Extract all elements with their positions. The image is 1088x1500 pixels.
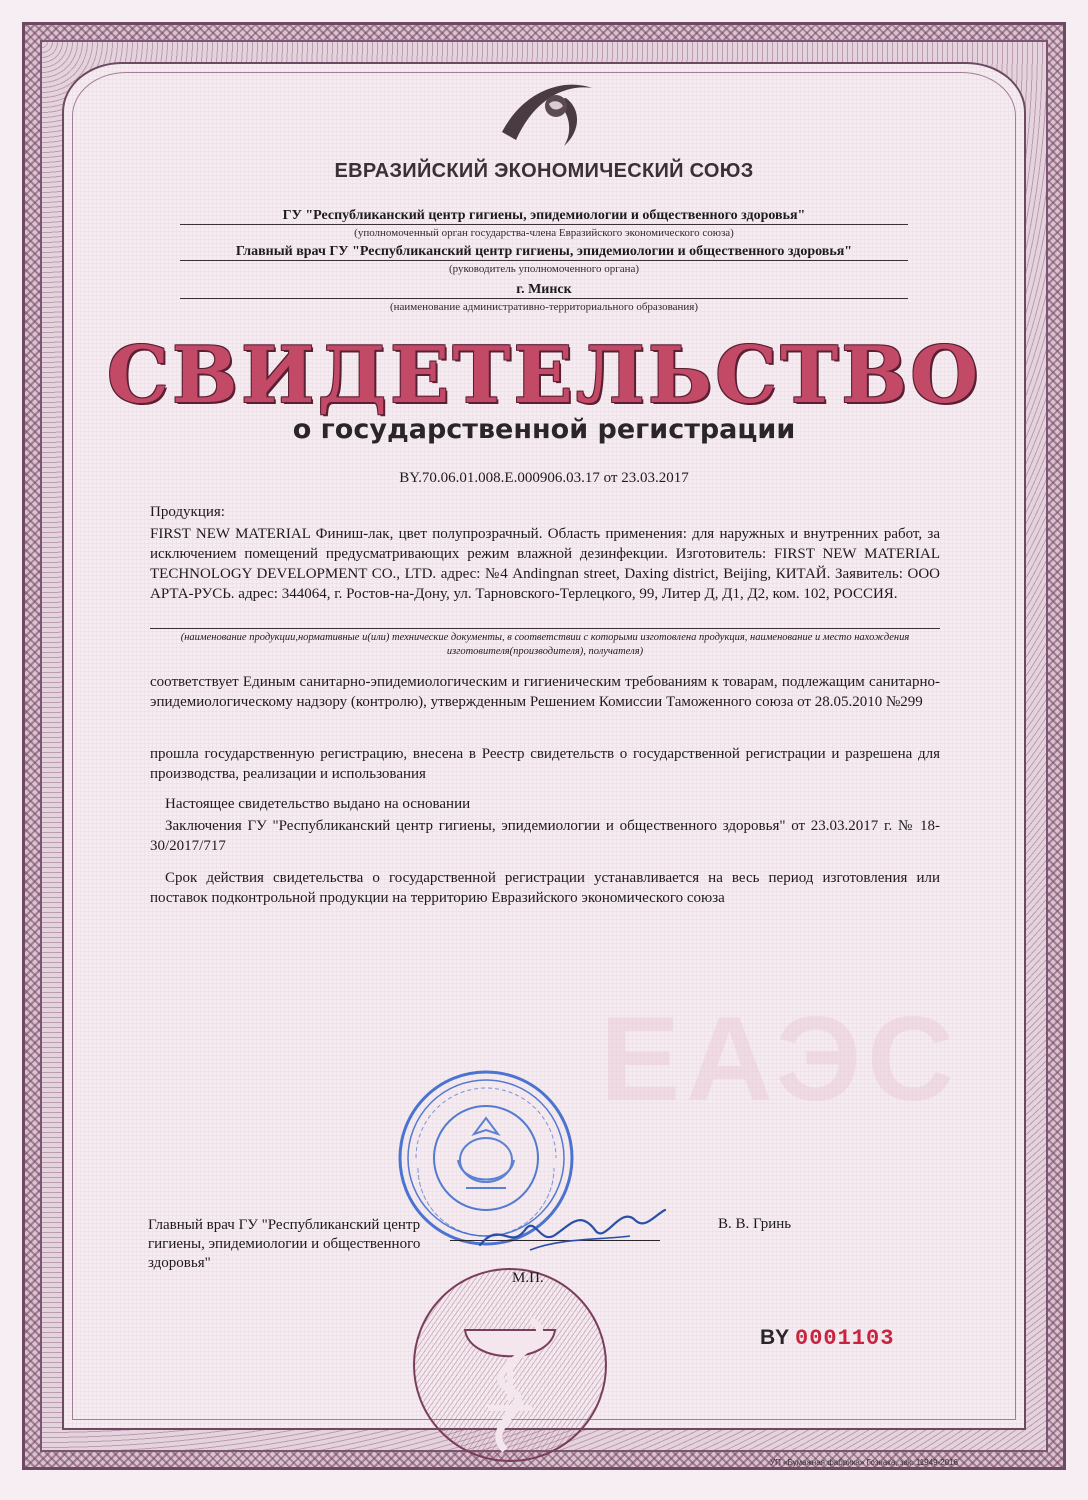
authority-caption: (уполномоченный орган государства-члена Евразийского экономического союза) xyxy=(354,227,734,239)
registration-statement: прошла государственную регистрацию, внесена в Реестр свидетельств о государственной регистрации и разрешена для производства, реализации и использования xyxy=(150,746,940,782)
head-caption: (руководитель уполномоченного органа) xyxy=(448,263,640,275)
validity-statement: Срок действия свидетельства о государственной регистрации устанавливается на весь период изготовления или поставок подконтрольной продукции на территорию Евразийского экономического союза xyxy=(150,870,940,906)
signatory-name: В. В. Гринь xyxy=(718,1216,792,1232)
authority-field: ГУ "Республиканский центр гигиены, эпидемиологии и общественного здоровья" xyxy=(180,208,908,225)
city-field: г. Минск xyxy=(180,282,908,299)
product-caption: (наименование продукции,нормативные и(или) технические документы, в соответствии с которыми изготовлена продукция, наименование и место нахождения изготовителя(производителя), получателя) xyxy=(150,628,940,659)
basis-intro: Настоящее свидетельство выдано на основании xyxy=(165,796,471,812)
product-description: FIRST NEW MATERIAL Финиш-лак, цвет полупрозрачный. Область применения: для наружных и внутренних работ, за исключением помещений предусматривающих режим влажной дезинфекции. Изготовитель: FIRST NEW MATERIAL TECHNOLOGY DEVELOPMENT CO., LTD. адрес: №4 Andingnan street, Daxing district, Beijing, КИТАЙ. Заявитель: ООО АРТА-РУСЬ. адрес: 344064, г. Ростов-на-Дону, ул. Тарновского-Терлецкого, 99, Литер Д, Д1, Д2, ком. 102, РОССИЯ. xyxy=(150,526,940,602)
conformity-statement: соответствует Единым санитарно-эпидемиологическим и гигиеническим требованиям к товарам, подлежащим санитарно-эпидемиологическому надзору (контролю), утвержденным Решением Комиссии Таможенного союза от 28.05.2010 №299 xyxy=(150,674,940,710)
serial-prefix: BY xyxy=(760,1326,790,1349)
eaeu-watermark: ЕАЭС xyxy=(600,992,960,1126)
bowl-of-hygieia-emblem-icon xyxy=(410,1260,610,1470)
basis-document: Заключения ГУ "Республиканский центр гигиены, эпидемиологии и общественного здоровья" от 23.03.2017 г. № 18-30/2017/717 xyxy=(150,818,940,854)
union-name: ЕВРАЗИЙСКИЙ ЭКОНОМИЧЕСКИЙ СОЮЗ xyxy=(334,160,754,182)
certificate-title: СВИДЕТЕЛЬСТВО xyxy=(106,330,982,421)
seal-placeholder: М.П. xyxy=(512,1270,544,1286)
eaeu-logo-icon xyxy=(494,70,604,150)
registration-number: BY.70.06.01.008.E.000906.03.17 от 23.03.2017 xyxy=(399,470,689,486)
handwritten-signature-icon xyxy=(470,1190,670,1260)
head-field: Главный врач ГУ "Республиканский центр гигиены, эпидемиологии и общественного здоровья" xyxy=(180,244,908,261)
printer-imprint: УП «Бумажная фабрика» Гознака, зак. 11949-2016 xyxy=(770,1458,958,1467)
certificate-subtitle: о государственной регистрации xyxy=(292,414,796,445)
signatory-position: Главный врач ГУ "Республиканский центр гигиены, эпидемиологии и общественного здоровья" xyxy=(148,1217,421,1271)
serial-number: 0001103 xyxy=(795,1326,895,1351)
product-label: Продукция: xyxy=(150,504,225,520)
city-caption: (наименование административно-территориального образования) xyxy=(389,301,699,313)
